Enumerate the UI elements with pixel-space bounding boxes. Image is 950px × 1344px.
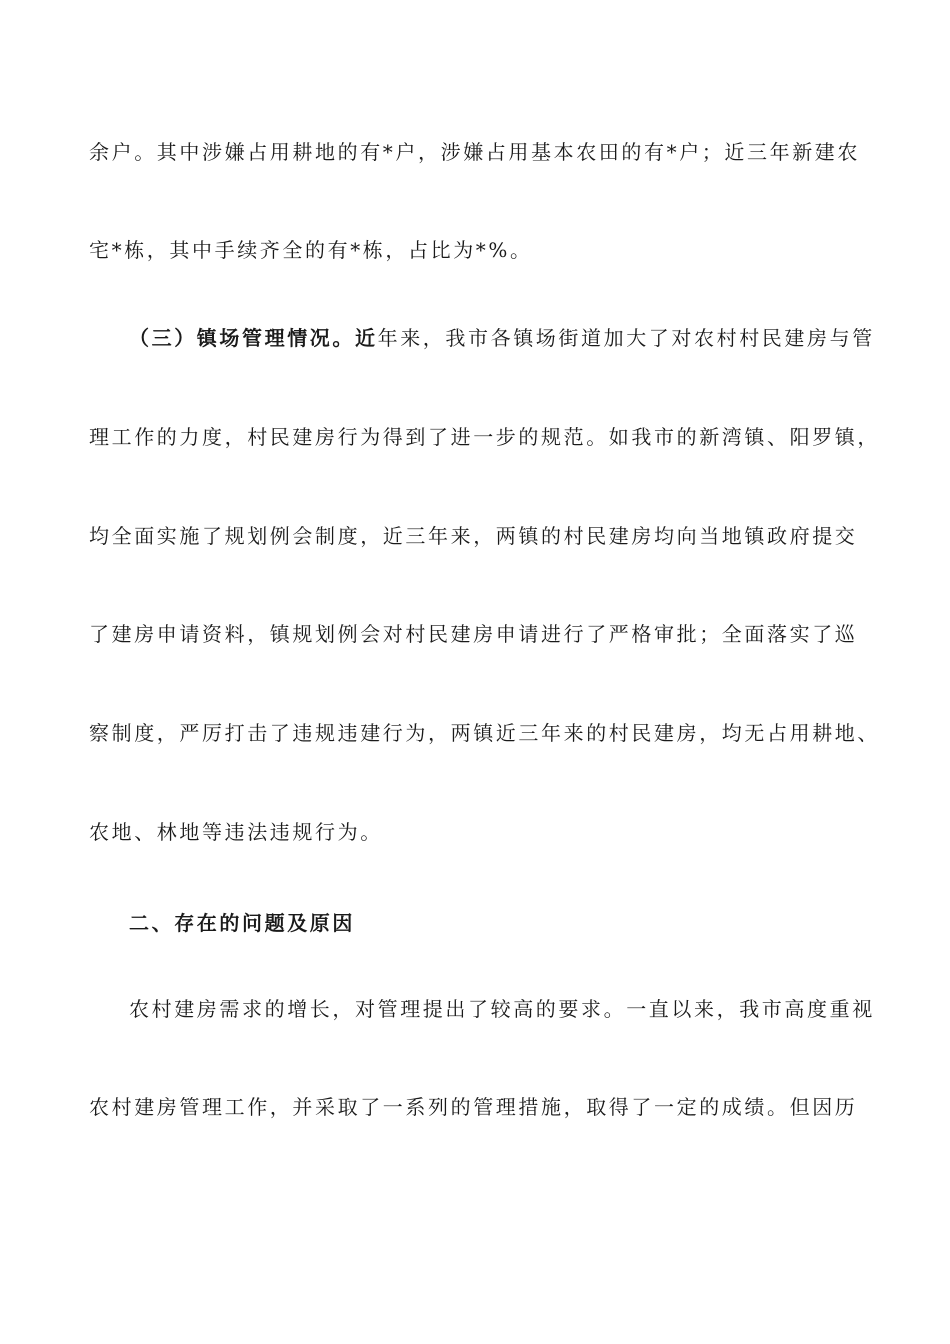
section-3-text: 年来，我市各镇场街道加大了对农村村民建房与管: [377, 326, 875, 350]
section-3-heading: （三）镇场管理情况。近: [129, 326, 378, 350]
paragraph-line: 农村建房需求的增长，对管理提出了较高的要求。一直以来，我市高度重视: [129, 997, 875, 1021]
paragraph-line: 理工作的力度，村民建房行为得到了进一步的规范。如我市的新湾镇、阳罗镇，: [89, 425, 880, 449]
section-3-paragraph-start: [129, 323, 879, 353]
paragraph-line: 农村建房管理工作，并采取了一系列的管理措施，取得了一定的成绩。但因历: [89, 1095, 858, 1119]
paragraph-line: 均全面实施了规划例会制度，近三年来，两镇的村民建房均向当地镇政府提交: [89, 524, 858, 548]
section-2-heading: 二、存在的问题及原因: [129, 911, 355, 935]
paragraph-line: 余户。其中涉嫌占用耕地的有*户，涉嫌占用基本农田的有*户；近三年新建农: [89, 140, 860, 164]
paragraph-line: 了建房申请资料，镇规划例会对村民建房申请进行了严格审批；全面落实了巡: [89, 622, 858, 646]
paragraph-line: 农地、林地等违法违规行为。: [89, 820, 383, 844]
paragraph-line: 察制度，严厉打击了违规违建行为，两镇近三年来的村民建房，均无占用耕地、: [89, 721, 880, 745]
paragraph-line: 宅*栋，其中手续齐全的有*栋，占比为*%。: [89, 238, 533, 262]
